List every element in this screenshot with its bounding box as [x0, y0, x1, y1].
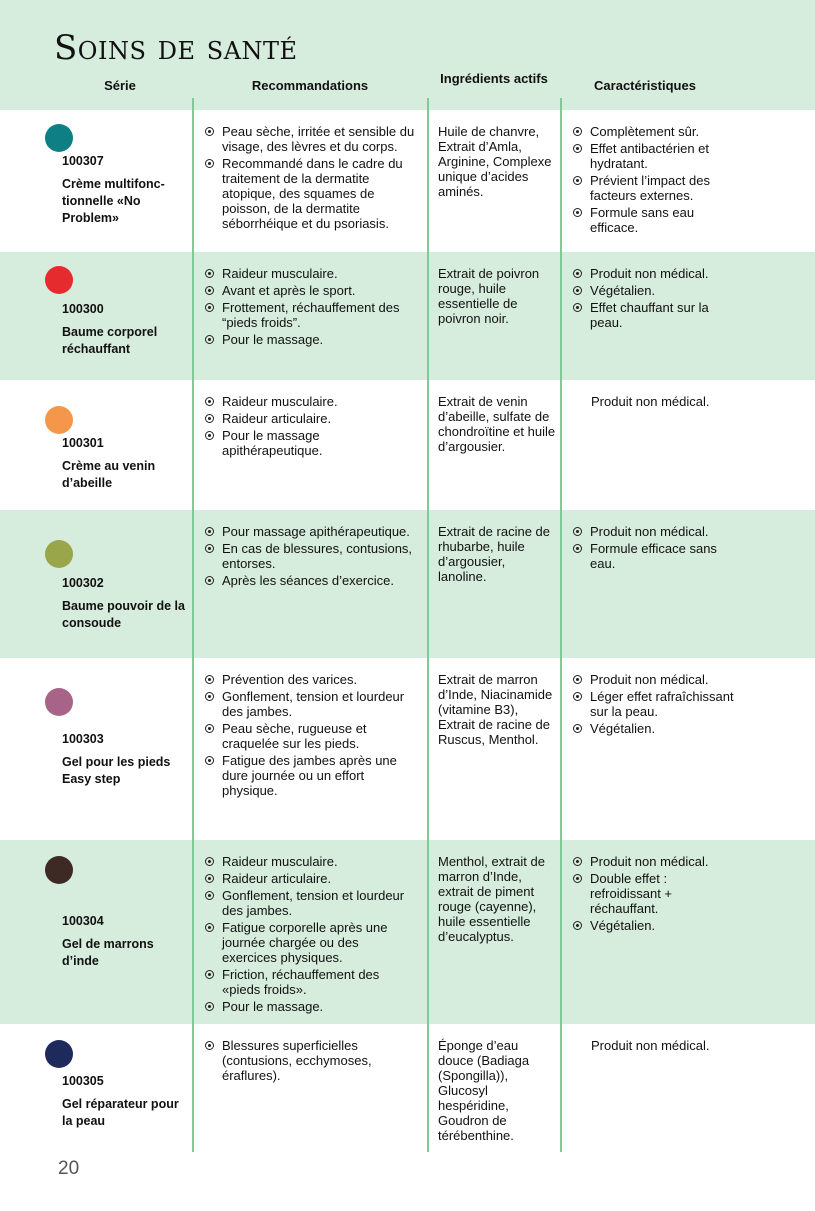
ingredients-cell: Extrait de venin d’abeille, sulfate de chondroïtine et huile d’argousier. [438, 394, 556, 454]
list-item [205, 283, 415, 298]
table-row [0, 1024, 815, 1152]
color-swatch [45, 1040, 73, 1068]
list-item-text: Après les séances d’exercice. [222, 573, 394, 588]
color-swatch [45, 406, 73, 434]
bullet-icon [573, 144, 582, 153]
bullet-icon [573, 921, 582, 930]
column-header-recommandations: Recommandations [251, 78, 369, 93]
recommendations-cell [205, 854, 415, 1016]
bullet-icon [573, 127, 582, 136]
list-item-text: Double effet : refroidissant + réchauffant. [590, 871, 673, 916]
list-item-text: Pour le massage. [222, 332, 324, 347]
color-swatch [45, 266, 73, 294]
bullet-icon [205, 970, 214, 979]
ingredients-cell: Extrait de poivron rouge, huile essentielle de poivron noir. [438, 266, 540, 326]
list-item [205, 689, 415, 719]
list-item [205, 332, 415, 347]
recommendations-cell [205, 524, 415, 590]
list-item [205, 541, 415, 571]
color-swatch [45, 856, 73, 884]
column-divider [560, 98, 562, 1152]
recommendations-list [205, 1038, 415, 1083]
bullet-icon [573, 527, 582, 536]
product-code: 100302 [62, 576, 104, 590]
list-item [573, 689, 741, 719]
list-item [205, 300, 415, 330]
list-item-text: Végétalien. [590, 918, 656, 933]
list-item-text: Peau sèche, rugueuse et craquelée sur les pieds. [222, 721, 367, 751]
bullet-icon [573, 303, 582, 312]
bullet-icon [573, 269, 582, 278]
bullet-icon [205, 544, 214, 553]
list-item [573, 205, 741, 235]
list-item-text: Végétalien. [590, 283, 656, 298]
list-item-text: Produit non médical. [590, 524, 709, 539]
column-divider [427, 98, 429, 1152]
bullet-icon [205, 891, 214, 900]
bullet-icon [573, 675, 582, 684]
list-item-text: Frottement, réchauffement des “pieds froids”. [222, 300, 400, 330]
table-row [0, 840, 815, 1024]
column-divider [192, 98, 194, 1152]
product-name: Gel pour les pieds Easy step [62, 755, 171, 786]
color-swatch [45, 124, 73, 152]
list-item [573, 672, 741, 687]
list-item-text: Raideur articulaire. [222, 411, 332, 426]
list-item-text: Raideur articulaire. [222, 871, 332, 886]
ingredients-cell: Éponge d’eau douce (Badiaga (Spongilla)), Glucosyl hespéridine, Goudron de térébenthine. [438, 1038, 530, 1143]
bullet-icon [573, 692, 582, 701]
recommendations-cell [205, 672, 415, 800]
column-header-caracteristiques: Caractéristiques [594, 78, 696, 93]
list-item-text: Produit non médical. [590, 266, 709, 281]
recommendations-list [205, 524, 415, 588]
color-swatch [45, 540, 73, 568]
list-item-text: Produit non médical. [590, 854, 709, 869]
bullet-icon [573, 176, 582, 185]
column-header-serie: Série [104, 78, 136, 93]
features-list [573, 266, 741, 330]
features-cell [573, 124, 741, 237]
bullet-icon [205, 286, 214, 295]
list-item [573, 300, 741, 330]
list-item-text: Léger effet rafraîchissant sur la peau. [590, 689, 734, 719]
list-item [205, 854, 415, 869]
features-list [573, 524, 741, 571]
list-item-text: Raideur musculaire. [222, 266, 338, 281]
bullet-icon [573, 857, 582, 866]
list-item-text: Raideur musculaire. [222, 854, 338, 869]
product-code: 100301 [62, 436, 104, 450]
bullet-icon [205, 692, 214, 701]
bullet-icon [205, 675, 214, 684]
list-item [573, 141, 741, 171]
recommendations-list [205, 854, 415, 1014]
bullet-icon [205, 724, 214, 733]
product-name: Gel réparateur pour la peau [62, 1097, 179, 1128]
product-name: Baume corporel réchauffant [62, 325, 158, 356]
column-header-ingredients: Ingrédients actifs [440, 71, 548, 86]
table-row [0, 510, 815, 658]
list-item-text: Prévient l’impact des facteurs externes. [590, 173, 710, 203]
bullet-icon [573, 874, 582, 883]
list-item-text: Pour le massage apithérapeutique. [222, 428, 323, 458]
bullet-icon [205, 269, 214, 278]
list-item [573, 124, 741, 139]
features-cell [573, 394, 741, 409]
list-item [573, 871, 741, 916]
bullet-icon [205, 127, 214, 136]
list-item-text: Produit non médical. [590, 672, 709, 687]
list-item-text: Recommandé dans le cadre du traitement de la dermatite atopique, des squames de poisson, de la dermatite séborrhéique et du psoriasis. [222, 156, 403, 231]
list-item [205, 428, 415, 458]
recommendations-cell [205, 394, 415, 460]
list-item-text: Fatigue des jambes après une dure journée ou un effort physique. [222, 753, 397, 798]
ingredients-cell: Extrait de marron d’Inde, Niacinamide (vitamine B3), Extrait de racine de Ruscus, Menthol. [438, 672, 553, 747]
features-cell [573, 266, 741, 332]
list-item-text: Gonflement, tension et lourdeur des jambes. [222, 689, 405, 719]
product-name: Gel de marrons d’inde [62, 937, 154, 968]
list-item-text: Pour massage apithérapeutique. [222, 524, 410, 539]
features-list [573, 672, 741, 736]
bullet-icon [573, 724, 582, 733]
list-item [205, 124, 415, 154]
features-cell [573, 524, 741, 573]
features-list [573, 854, 741, 933]
recommendations-list [205, 672, 415, 798]
bullet-icon [573, 286, 582, 295]
list-item [205, 524, 415, 539]
recommendations-cell [205, 266, 415, 349]
product-code: 100303 [62, 732, 104, 746]
list-item-text: Avant et après le sport. [222, 283, 356, 298]
list-item [205, 1038, 415, 1083]
list-item [573, 173, 741, 203]
features-cell [573, 854, 741, 935]
ingredients-cell: Huile de chanvre, Extrait d’Amla, Arginine, Complexe unique d’acides aminés. [438, 124, 552, 199]
list-item-text: Formule efficace sans eau. [590, 541, 717, 571]
bullet-icon [205, 335, 214, 344]
list-item [573, 266, 741, 281]
table-row [0, 658, 815, 840]
bullet-icon [205, 756, 214, 765]
bullet-icon [205, 1041, 214, 1050]
list-item [205, 999, 415, 1014]
product-name: Baume pouvoir de la consoude [62, 599, 185, 630]
list-item-text: Prévention des varices. [222, 672, 358, 687]
list-item [205, 411, 415, 426]
list-item-text: Peau sèche, irritée et sensible du visage, des lèvres et du corps. [222, 124, 415, 154]
list-item [205, 888, 415, 918]
list-item [205, 967, 415, 997]
list-item [573, 541, 741, 571]
bullet-icon [205, 923, 214, 932]
list-item-text: Raideur musculaire. [222, 394, 338, 409]
recommendations-cell [205, 1038, 415, 1085]
list-item [205, 573, 415, 588]
bullet-icon [205, 159, 214, 168]
list-item [205, 156, 415, 231]
bullet-icon [573, 208, 582, 217]
list-item-text: Friction, réchauffement des «pieds froids». [222, 967, 380, 997]
list-item-text: Gonflement, tension et lourdeur des jambes. [222, 888, 405, 918]
page-title: Soins de santé [54, 28, 298, 68]
list-item [205, 721, 415, 751]
list-item-text: Complètement sûr. [590, 124, 700, 139]
recommendations-list [205, 394, 415, 458]
list-item-text: Pour le massage. [222, 999, 324, 1014]
features-text: Produit non médical. [591, 394, 710, 409]
table-row [0, 110, 815, 252]
bullet-icon [205, 397, 214, 406]
bullet-icon [573, 544, 582, 553]
list-item [573, 918, 741, 933]
bullet-icon [205, 414, 214, 423]
bullet-icon [205, 576, 214, 585]
product-code: 100307 [62, 154, 104, 168]
list-item [205, 672, 415, 687]
product-name: Crème au venin d’abeille [62, 459, 156, 490]
list-item [573, 854, 741, 869]
product-code: 100305 [62, 1074, 104, 1088]
bullet-icon [205, 303, 214, 312]
features-cell [573, 672, 741, 738]
features-text: Produit non médical. [591, 1038, 710, 1053]
table-row [0, 252, 815, 380]
list-item-text: Fatigue corporelle après une journée chargée ou des exercices physiques. [222, 920, 388, 965]
list-item-text: Effet antibactérien et hydratant. [590, 141, 710, 171]
bullet-icon [205, 1002, 214, 1011]
list-item-text: Effet chauffant sur la peau. [590, 300, 709, 330]
bullet-icon [205, 857, 214, 866]
product-name: Crème multifonc-tionnelle «No Problem» [62, 177, 165, 225]
list-item [573, 283, 741, 298]
ingredients-cell: Extrait de racine de rhubarbe, huile d’argousier, lanoline. [438, 524, 551, 584]
bullet-icon [205, 527, 214, 536]
list-item-text: Végétalien. [590, 721, 656, 736]
page-number: 20 [58, 1158, 80, 1179]
list-item-text: Formule sans eau efficace. [590, 205, 695, 235]
product-code: 100300 [62, 302, 104, 316]
list-item-text: Blessures superficielles (contusions, ecchymoses, éraflures). [222, 1038, 372, 1083]
recommendations-cell [205, 124, 415, 233]
features-cell [573, 1038, 741, 1053]
list-item-text: En cas de blessures, contusions, entorses. [222, 541, 413, 571]
color-swatch [45, 688, 73, 716]
list-item [205, 266, 415, 281]
bullet-icon [205, 874, 214, 883]
bullet-icon [205, 431, 214, 440]
table-row [0, 380, 815, 510]
recommendations-list [205, 266, 415, 347]
product-code: 100304 [62, 914, 104, 928]
list-item [573, 524, 741, 539]
list-item [205, 394, 415, 409]
list-item [205, 871, 415, 886]
list-item [205, 753, 415, 798]
list-item [573, 721, 741, 736]
ingredients-cell: Menthol, extrait de marron d’Inde, extrait de piment rouge (cayenne), huile essentielle d’eucalyptus. [438, 854, 545, 944]
recommendations-list [205, 124, 415, 231]
features-list [573, 124, 741, 235]
list-item [205, 920, 415, 965]
